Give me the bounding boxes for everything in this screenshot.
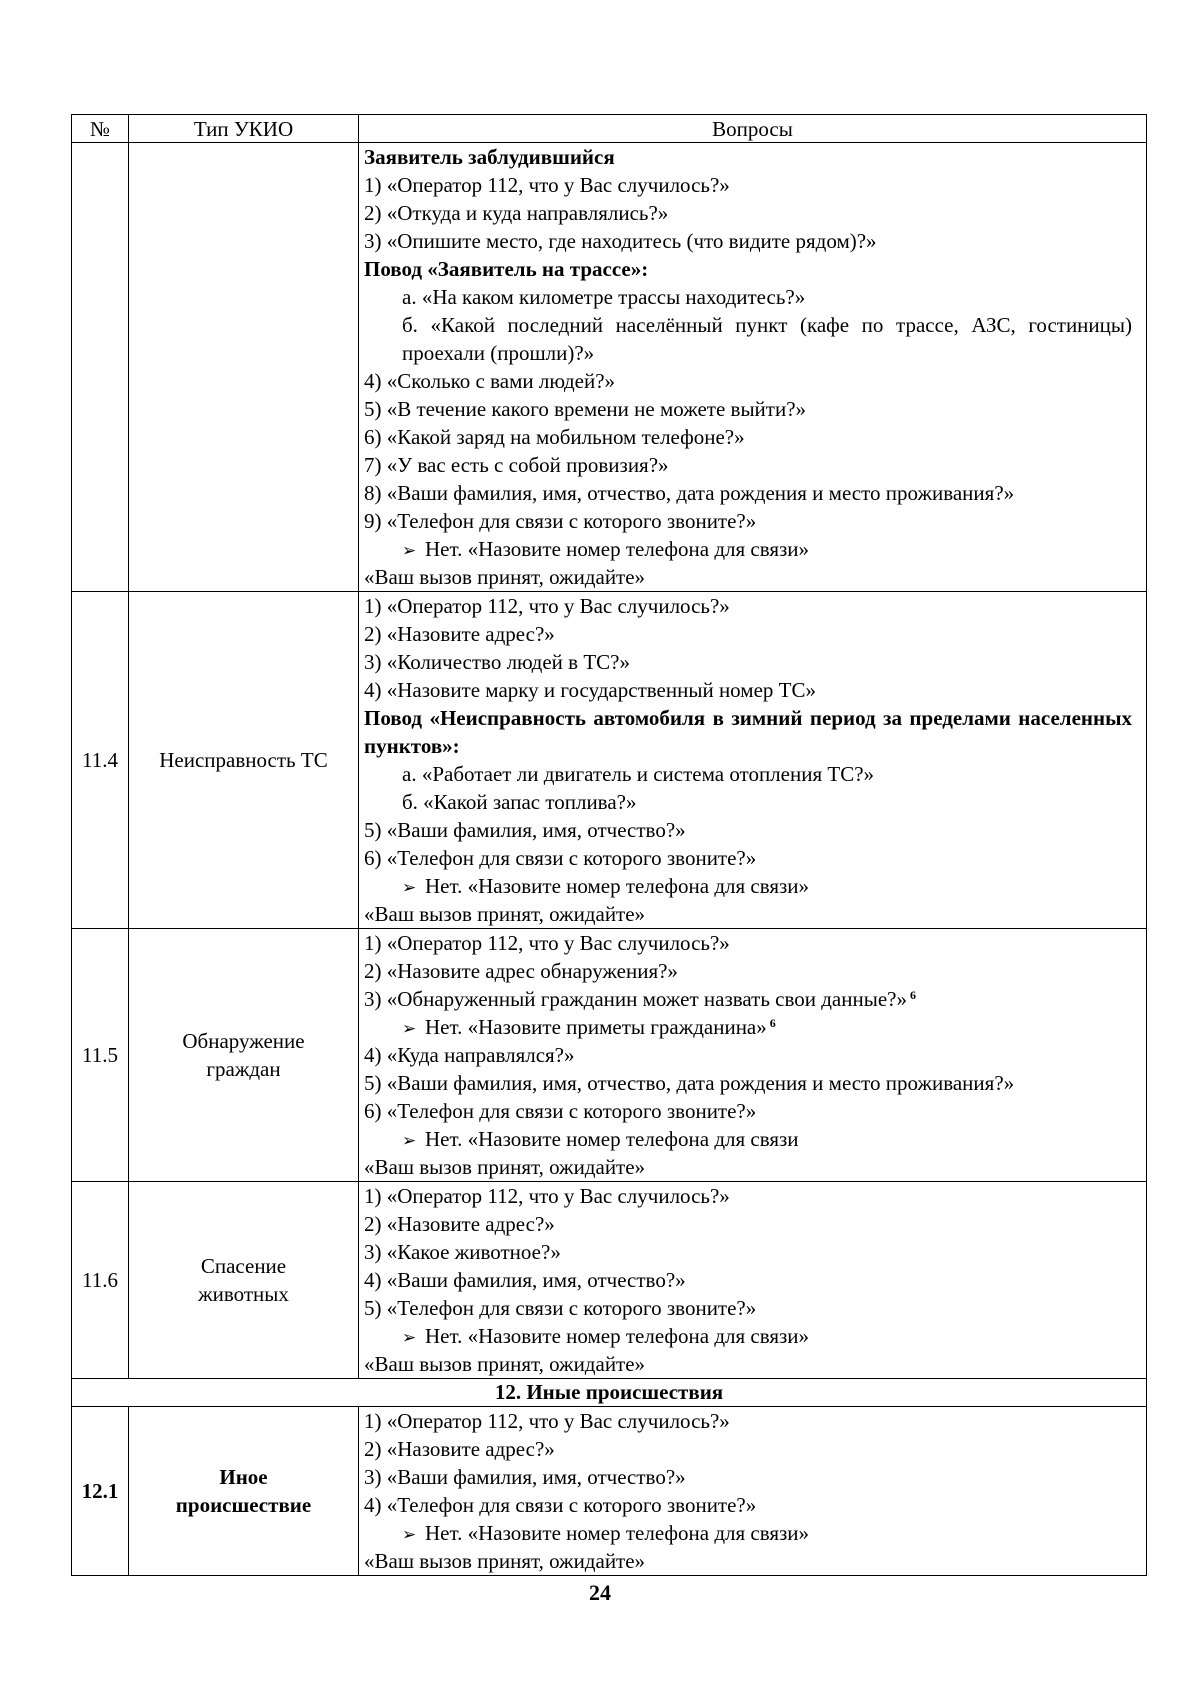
question-line: 9) «Телефон для связи с которого звоните?» [364, 509, 757, 533]
row-type-line: граждан [206, 1057, 281, 1081]
arrowhead-bullet-icon: ➢ [402, 1131, 417, 1151]
header-questions: Вопросы [359, 115, 1147, 143]
question-line: 6) «Телефон для связи с которого звоните?» [364, 846, 757, 870]
table-row-continuation [72, 143, 1147, 592]
reason-heading: Повод «Заявитель на трассе»: [364, 257, 649, 281]
sub-question-line: б. «Какой запас топлива?» [402, 790, 637, 814]
closing-line: «Ваш вызов принят, ожидайте» [364, 1352, 646, 1376]
question-line: 1) «Оператор 112, что у Вас случилось?» [364, 931, 730, 955]
arrow-text: Нет. «Назовите номер телефона для связи» [425, 1521, 810, 1545]
table-row-12-1 [72, 1407, 1147, 1576]
arrow-text: Нет. «Назовите номер телефона для связи» [425, 874, 810, 898]
question-line: 4) «Ваши фамилия, имя, отчество?» [364, 1268, 686, 1292]
row-type [129, 143, 359, 592]
row-number [72, 143, 129, 592]
row-number: 12.1 [72, 1407, 129, 1576]
questions-cell [359, 1182, 1147, 1379]
table-header-row [72, 115, 1147, 143]
arrow-line [364, 1013, 1132, 1041]
row-type [129, 1407, 359, 1576]
arrow-line [364, 872, 1132, 900]
header-num: № [72, 115, 129, 143]
questions-cell [359, 1407, 1147, 1576]
row-type-line: Иное [219, 1465, 268, 1489]
question-line: 5) «В течение какого времени не можете выйти?» [364, 397, 807, 421]
question-line: 7) «У вас есть с собой провизия?» [364, 453, 669, 477]
arrow-line [364, 1322, 1132, 1350]
question-line: 3) «Опишите место, где находитесь (что видите рядом)?» [364, 229, 877, 253]
sub-question-line: а. «На каком километре трассы находитесь?» [402, 285, 806, 309]
question-line: 4) «Сколько с вами людей?» [364, 369, 616, 393]
row-number: 11.6 [72, 1182, 129, 1379]
section-title: 12. Иные происшествия [72, 1379, 1147, 1407]
row-type [129, 929, 359, 1182]
row-type-line: животных [198, 1282, 289, 1306]
arrowhead-bullet-icon: ➢ [402, 541, 417, 561]
question-line: 2) «Назовите адрес обнаружения?» [364, 959, 678, 983]
footnote-ref: 6 [909, 988, 916, 1002]
reason-heading: Повод «Неисправность автомобиля в зимний период за пределами населенных пунктов»: [364, 706, 1132, 758]
questions-cell [359, 929, 1147, 1182]
question-line: 3) «Ваши фамилия, имя, отчество?» [364, 1465, 686, 1489]
table-row-11-6 [72, 1182, 1147, 1379]
question-line: 5) «Телефон для связи с которого звоните?» [364, 1296, 757, 1320]
question-line: 5) «Ваши фамилия, имя, отчество?» [364, 818, 686, 842]
arrow-line [364, 535, 1132, 563]
arrow-line [364, 1519, 1132, 1547]
questions-cell [359, 143, 1147, 592]
closing-line: «Ваш вызов принят, ожидайте» [364, 1155, 646, 1179]
closing-line: «Ваш вызов принят, ожидайте» [364, 902, 646, 926]
footnote-ref: 6 [769, 1016, 776, 1030]
row-number: 11.4 [72, 592, 129, 929]
question-line: 4) «Куда направлялся?» [364, 1043, 575, 1067]
question-line: 6) «Телефон для связи с которого звоните?» [364, 1099, 757, 1123]
sub-question-line: б. «Какой последний населённый пункт (кафе по трассе, АЗС, гостиницы) проехали (прошли)?» [402, 313, 1132, 365]
question-line [364, 985, 1132, 1013]
table-row-11-4 [72, 592, 1147, 929]
question-line: 2) «Назовите адрес?» [364, 1212, 555, 1236]
arrowhead-bullet-icon: ➢ [402, 878, 417, 898]
closing-line: «Ваш вызов принят, ожидайте» [364, 1549, 646, 1573]
row-type-line: Обнаружение [182, 1029, 305, 1053]
question-line: 4) «Назовите марку и государственный номер ТС» [364, 678, 816, 702]
closing-line: «Ваш вызов принят, ожидайте» [364, 565, 646, 589]
row-number: 11.5 [72, 929, 129, 1182]
question-line: 1) «Оператор 112, что у Вас случилось?» [364, 1409, 730, 1433]
arrow-text: Нет. «Назовите номер телефона для связи» [425, 537, 810, 561]
question-line: 2) «Откуда и куда направлялись?» [364, 201, 669, 225]
question-line: 1) «Оператор 112, что у Вас случилось?» [364, 1184, 730, 1208]
question-line: 2) «Назовите адрес?» [364, 1437, 555, 1461]
arrow-text: Нет. «Назовите номер телефона для связи» [425, 1324, 810, 1348]
header-type: Тип УКИО [129, 115, 359, 143]
sub-question-line: а. «Работает ли двигатель и система отопления ТС?» [402, 762, 875, 786]
row-type-line: Спасение [200, 1254, 287, 1278]
question-line: 3) «Количество людей в ТС?» [364, 650, 630, 674]
question-line: 5) «Ваши фамилия, имя, отчество, дата рождения и место проживания?» [364, 1071, 1015, 1095]
table-row-11-5 [72, 929, 1147, 1182]
question-line: 3) «Какое животное?» [364, 1240, 561, 1264]
row-type-line: происшествие [175, 1493, 312, 1517]
questions-table [71, 114, 1147, 1576]
questions-cell [359, 592, 1147, 929]
subsection-heading: Заявитель заблудившийся [364, 145, 615, 169]
question-text: 3) «Обнаруженный гражданин может назвать свои данные?» [364, 987, 907, 1011]
arrow-text: Нет. «Назовите номер телефона для связи [425, 1127, 799, 1151]
arrowhead-bullet-icon: ➢ [402, 1525, 417, 1545]
section-row-12 [72, 1379, 1147, 1407]
arrow-line [364, 1125, 1132, 1153]
question-line: 2) «Назовите адрес?» [364, 622, 555, 646]
question-line: 1) «Оператор 112, что у Вас случилось?» [364, 173, 730, 197]
arrowhead-bullet-icon: ➢ [402, 1019, 417, 1039]
question-line: 1) «Оператор 112, что у Вас случилось?» [364, 594, 730, 618]
row-type: Неисправность ТС [129, 592, 359, 929]
arrow-text: Нет. «Назовите приметы гражданина» [425, 1015, 767, 1039]
row-type [129, 1182, 359, 1379]
question-line: 6) «Какой заряд на мобильном телефоне?» [364, 425, 745, 449]
question-line: 4) «Телефон для связи с которого звоните?» [364, 1493, 757, 1517]
arrowhead-bullet-icon: ➢ [402, 1328, 417, 1348]
question-line: 8) «Ваши фамилия, имя, отчество, дата рождения и место проживания?» [364, 481, 1015, 505]
page-number: 24 [589, 1580, 611, 1605]
